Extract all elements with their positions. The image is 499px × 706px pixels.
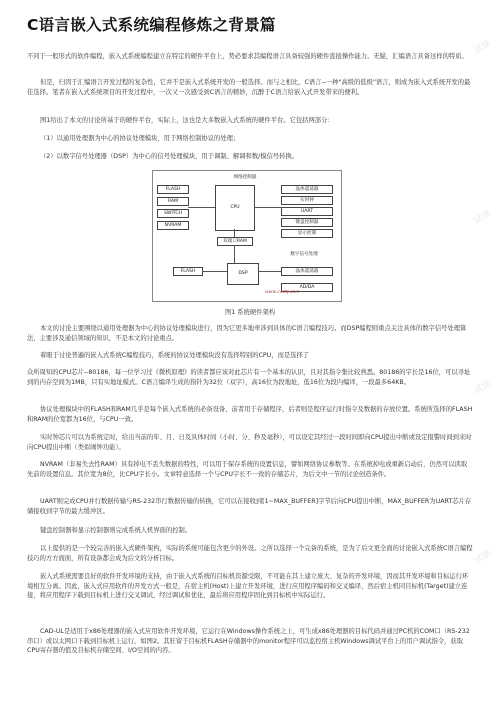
dsp-flash-block: FLASH xyxy=(173,267,203,276)
dual-port-ram-block: 双端口RAM xyxy=(217,237,253,246)
bus-line xyxy=(188,207,215,208)
flash-block: FLASH xyxy=(157,185,189,194)
switch-block: SWITCH xyxy=(157,209,189,218)
paragraph-item-1: （1）以通用处理器为中心的协议处理模块，用于网络控制协议的处理； xyxy=(40,135,240,142)
bus-line xyxy=(202,271,227,272)
paragraph-hardware-platform: 图1给出了本文的讨论所基于的硬件平台，实际上，这也是大多数嵌入式系统的硬件平台。它包括两部分： xyxy=(40,117,334,124)
dsp-block: DSP xyxy=(227,263,259,285)
keyboard-controller-block: 键盘控制器 xyxy=(281,218,333,227)
bus-line xyxy=(254,207,281,208)
bus-line xyxy=(258,271,281,272)
hardware-architecture-figure xyxy=(152,170,342,302)
cpu-block: CPU xyxy=(215,185,255,231)
watermark: 试读 xyxy=(472,378,494,397)
paragraph-rtc: 实时钟芯片可以为系统定时，给出当前的年、月、日及具体时间（小时、分、秒及毫秒），可以设定其经过一段时间即向CPU提出中断或设定报警时间到来时向CPU提出中断（类似闹钟功能）。 xyxy=(27,434,472,451)
watermark: 试读 xyxy=(472,548,494,567)
paragraph-80186: 众所周知的CPU芯片--80186，每一位学习过《微机原理》的读者都应该对此芯片有一个基本的认识，且对其指令集比较熟悉。80186的字长是16位，可以寻址到的内存空间为1MB，只有实地址模式。C语言编译生成的指针为32位（双字），高16位为段地址，低16位为段内编译，一段最多64KB。 xyxy=(27,369,471,386)
rtc-block: 实时钟 xyxy=(281,196,333,205)
uart-block: UART xyxy=(281,207,333,216)
crystal-oscillator-block: 晶体震荡器 xyxy=(281,185,333,194)
adda-block: AD/DA xyxy=(281,283,333,292)
dsp-crystal-block: 晶体震荡器 xyxy=(281,267,333,276)
paragraph-intro: 不同于一般形式的软件编程，嵌入式系统编程建立在特定的硬件平台上，势必要求其编程语言具备较强的硬件直接操作能力。无疑，汇编语言具备这样的特质。 xyxy=(27,53,468,60)
paragraph-item-2: （2）以数字信号处理器（DSP）为中心的信号处理模块，用于调制、解调和数/模信号转换。 xyxy=(40,153,299,160)
paragraph-c-language: 但是，归因于汇编语言开发过程的复杂性，它并不是嵌入式系统开发的一般选择。而与之相比，C语言--一种"高级的低级"语言，则成为嵌入式系统开发的最佳选择。笔者在嵌入式系统项目的开发过程中，一次又一次感受到C语言的精妙，沉醉于C语言给嵌入式开发带来的便利。 xyxy=(27,79,471,96)
paragraph-cad-ul: CAD-UL是适用于x86处理器的嵌入式应用软件开发环境，它运行在Windows操作系统之上，可生成x86处理器的目标代码并通过PC机的COM口（RS-232串口）或以太网口下载到目标机上运行，如图2。其驻留于目标机FLASH存储器中的monitor程序可以监控宿主机Windows调试平台上的用户调试指令，获取CPU寄存器的值及目标机存储空间、I/O空间的内容。 xyxy=(27,628,470,655)
paragraph-dev-environment: 嵌入式系统需要良好的软件开发环境的支持，由于嵌入式系统的目标机资源受限，不可能在其上建立庞大、复杂的开发环境，因而其开发环境和目标运行环境相互分离。因此，嵌入式应用软件的开发方式一般是，在宿主机(Host)上建立开发环境，进行应用程序编码和交叉编译，然后宿主机同目标机(Target)建立连接，将应用程序下载到目标机上进行交叉调试，经过调试和优化，最后将应用程序固化到目标机中实际运行。 xyxy=(27,573,469,600)
paragraph-protocol-module: 本文的讨论主要围绕以通用处理器为中心的协议处理模块进行，因为它更多地牵涉到具体的C语言编程技巧。而DSP编程则重点关注具体的数字信号处理算法，主要涉及通信领域的知识，不是本文的讨论重点。 xyxy=(27,325,467,342)
dsp-section-label: 数字信号处理 xyxy=(279,251,329,258)
paragraph-flash-ram: 协议处理模块中的FLASH和RAM几乎是每个嵌入式系统的必备设备，前者用于存储程序，后者则是程序运行时指令及数据的存放位置。系统所选择的FLASH和RAM的位宽都为16位，与CPU一致。 xyxy=(27,406,473,423)
paragraph-nvram: NVRAM（非易失去性RAM）具有掉电不丢失数据的特性，可以用于保存系统的设置信息，譬如网络协议参数等。在系统掉电或重新启动后，仍然可以读取先前的设置信息。其位宽为8位，比CPU字长小。文章特意选择一个与CPU字长不一致的存储芯片，为后文中一节的讨论创造条件。 xyxy=(27,461,468,478)
page-title: C语言嵌入式系统编程修炼之背景篇 xyxy=(27,16,276,34)
ram-block: RAM xyxy=(157,197,189,206)
paragraph-cpu-choice: 着眼于讨论普遍的嵌入式系统C编程技巧，系统的协议处理模块没有选择特别的CPU，而是选择了 xyxy=(40,352,310,359)
bus-line xyxy=(234,229,235,237)
watermark: 试读 xyxy=(472,208,494,227)
paragraph-keyboard-display: 键盘控制器和显示控制器则完成系统人机界面的控制。 xyxy=(40,527,192,534)
network-controller-label: 网络控制器 xyxy=(225,174,265,181)
watermark: 试读 xyxy=(472,38,494,57)
paragraph-uart: UART则完成CPU并行数据传输与RS-232串行数据传输的转换，它可以在接收到[1~MAX_BUFFER]字节后向CPU提出中断，MAX_BUFFER为UART芯片存储接收到字节的最大缓冲区。 xyxy=(27,498,472,515)
bus-line xyxy=(234,245,235,263)
display-controller-block: 显示控制 xyxy=(281,229,333,238)
paragraph-full-architecture: 以上提供的是一个较完善的嵌入式硬件架构，实际的系统可能包含更少的外设。之所以选择一个完备的系统，是为了后文更全面的讨论嵌入式系统C语言编程技巧的方方面面，所有设备都会成为后文的分析目标。 xyxy=(27,545,473,562)
nvram-block: NVRAM xyxy=(157,221,189,230)
figure-url: www.ccdtj.com xyxy=(265,290,300,295)
figure-caption: 图1 系统硬件架构 xyxy=(224,309,276,316)
